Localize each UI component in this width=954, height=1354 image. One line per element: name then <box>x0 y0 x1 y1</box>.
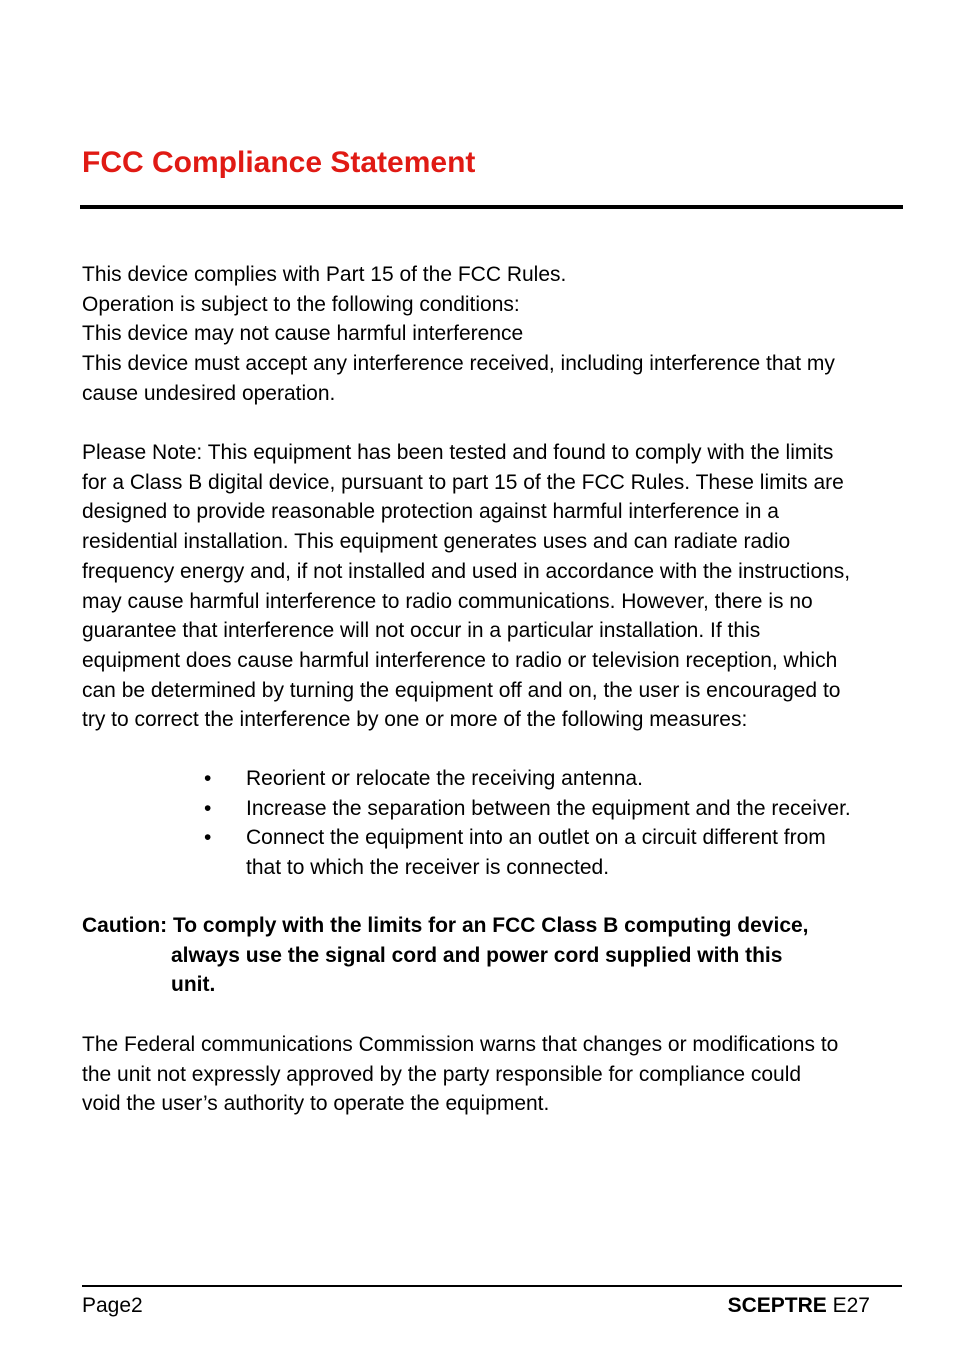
compliance-paragraph <box>82 260 912 409</box>
text-line: Caution: To comply with the limits for an FCC Class B computing device, <box>82 914 809 937</box>
text-line: unit. <box>171 973 216 997</box>
footer-divider <box>82 1285 902 1287</box>
text-line: void the user’s authority to operate the equipment. <box>82 1092 550 1116</box>
text-line: This device may not cause harmful interference <box>82 322 524 346</box>
text-line: the unit not expressly approved by the party responsible for compliance could <box>82 1062 802 1086</box>
fcc-warning-paragraph <box>82 1030 912 1119</box>
text-line: Please Note: This equipment has been tested and found to comply with the limits <box>82 441 834 464</box>
text-line: always use the signal cord and power cord supplied with this <box>171 943 783 967</box>
footer-model <box>728 1292 870 1320</box>
text-line: try to correct the interference by one or more of the following measures: <box>82 708 748 732</box>
page-title: FCC Compliance Statement <box>82 146 476 179</box>
text-line: guarantee that interference will not occur in a particular installation. If this <box>82 619 761 643</box>
measures-list <box>200 764 920 883</box>
text-line: frequency energy and, if not installed and used in accordance with the instructions, <box>82 559 851 583</box>
text-line: may cause harmful interference to radio communications. However, there is no <box>82 589 813 613</box>
text-line: Operation is subject to the following conditions: <box>82 292 520 316</box>
please-note-paragraph <box>82 438 912 735</box>
text-line: residential installation. This equipment generates uses and can radiate radio <box>82 530 791 554</box>
text-line: Reorient or relocate the receiving antenna. <box>246 767 643 790</box>
list-item <box>200 764 920 794</box>
bullet-icon: • <box>204 796 212 820</box>
text-line: that to which the receiver is connected. <box>246 856 610 880</box>
text-line: Connect the equipment into an outlet on a circuit different from <box>246 826 826 850</box>
bullet-icon: • <box>204 826 212 850</box>
text-line: Increase the separation between the equipment and the receiver. <box>246 796 851 820</box>
brand-name: SCEPTRE <box>727 1294 827 1317</box>
text-line: equipment does cause harmful interference to radio or television reception, which <box>82 648 838 672</box>
model-number: E27 <box>832 1294 870 1317</box>
list-item <box>200 823 920 882</box>
text-line: cause undesired operation. <box>82 381 336 405</box>
text-line: This device must accept any interference received, including interference that my <box>82 352 835 376</box>
text-line: designed to provide reasonable protection against harmful interference in a <box>82 500 779 524</box>
caution-notice <box>82 911 912 1000</box>
page-number: Page2 <box>82 1294 143 1317</box>
bullet-icon: • <box>204 767 212 790</box>
text-line: This device complies with Part 15 of the FCC Rules. <box>82 263 567 286</box>
text-line: for a Class B digital device, pursuant to part 15 of the FCC Rules. These limits are <box>82 470 844 494</box>
text-line: The Federal communications Commission warns that changes or modifications to <box>82 1033 839 1056</box>
text-line: can be determined by turning the equipment off and on, the user is encouraged to <box>82 678 841 702</box>
list-item <box>200 794 920 824</box>
title-divider <box>80 205 903 209</box>
